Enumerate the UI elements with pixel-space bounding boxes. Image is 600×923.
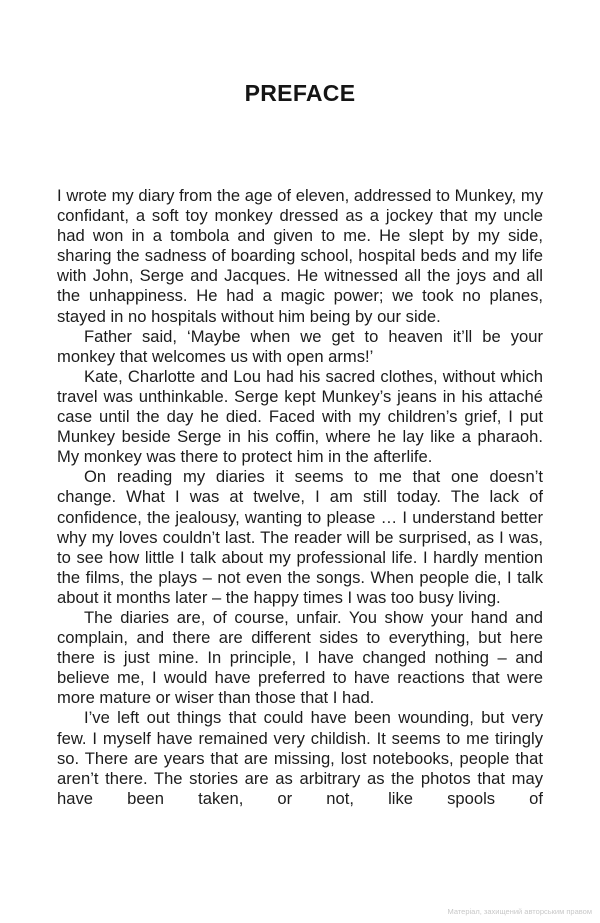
page-title: PREFACE bbox=[244, 80, 356, 106]
paragraph-6: I’ve left out things that could have been wounding, but very few. I myself have remained very childish. It seems to me tiringly so. There are years that are missing, lost notebooks, people that aren’t there. The stories are as arbitrary as the photos that may have been taken, or not, like spools of bbox=[57, 708, 543, 808]
copyright-watermark: Матеріал, захищений авторським правом bbox=[447, 907, 592, 916]
paragraph-4: On reading my diaries it seems to me that one doesn’t change. What I was at twelve, I am still today. The lack of confidence, the jealousy, wanting to please … I understand better why my loves couldn’t last. The reader will be surprised, as I was, to see how little I talk about my professional life. I hardly mention the films, the plays – not even the songs. When people die, I talk about it months later – the happy times I was too busy living. bbox=[57, 467, 543, 607]
paragraph-1: I wrote my diary from the age of eleven, addressed to Munkey, my confidant, a soft toy monkey dressed as a jockey that my uncle had won in a tombola and given to me. He slept by my side, sharing the sadness of boarding school, hospital beds and my life with John, Serge and Jacques. He witnessed all the joys and all the unhappiness. He had a magic power; we took no planes, stayed in no hospitals without him being by our side. bbox=[57, 186, 543, 326]
paragraph-5: The diaries are, of course, unfair. You show your hand and complain, and there are different sides to everything, but here there is just mine. In principle, I have changed nothing – and believe me, I would have preferred to have reactions that were more mature or wiser than those that I had. bbox=[57, 607, 543, 708]
preface-body bbox=[57, 186, 543, 809]
paragraph-3: Kate, Charlotte and Lou had his sacred clothes, without which travel was unthinkable. Serge kept Munkey’s jeans in his attaché case until the day he died. Faced with my children’s grief, I put Munkey beside Serge in his coffin, where he lay like a pharaoh. My monkey was there to protect him in the afterlife. bbox=[57, 366, 543, 467]
paragraph-2: Father said, ‘Maybe when we get to heaven it’ll be your monkey that welcomes us with open arms!’ bbox=[57, 326, 543, 366]
